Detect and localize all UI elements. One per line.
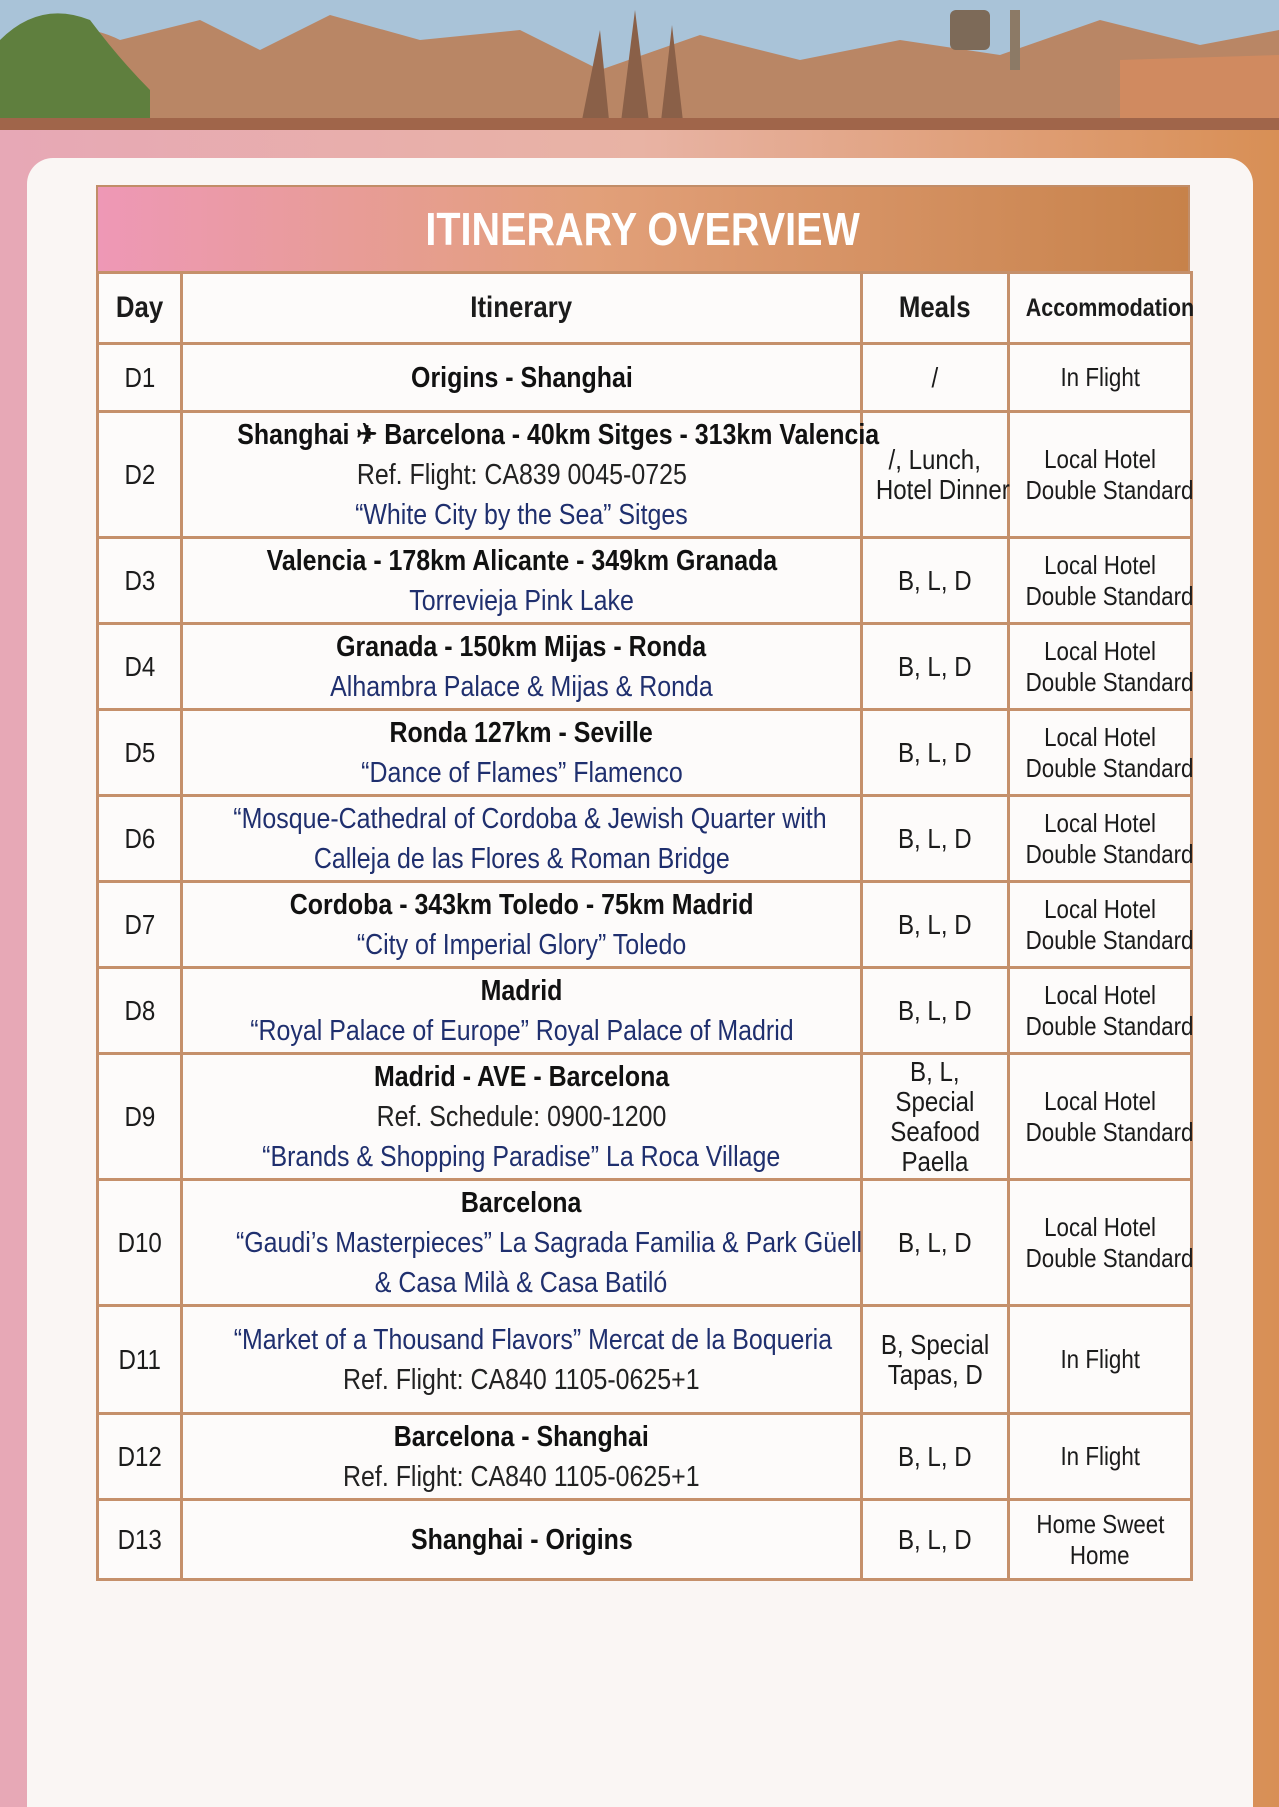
- accommodation-cell: [1009, 710, 1192, 796]
- day-cell: D11: [98, 1306, 182, 1414]
- accommodation-line: In Flight: [1060, 1441, 1140, 1471]
- itinerary-line: Valencia - 178km Alicante - 349km Granada: [266, 544, 777, 577]
- itinerary-line: “Royal Palace of Europe” Royal Palace of Madrid: [249, 1014, 794, 1047]
- itinerary-line: Madrid - AVE - Barcelona: [373, 1060, 670, 1093]
- accommodation-line: Double Standard: [1025, 838, 1194, 869]
- itinerary-line: Shanghai ✈ Barcelona - 40km Sitges - 313km Valencia: [237, 418, 880, 451]
- meals-cell: [862, 968, 1009, 1054]
- table-row: [98, 412, 1192, 538]
- itinerary-line: & Casa Milà & Casa Batiló: [375, 1266, 668, 1299]
- accommodation-cell: [1009, 1414, 1192, 1500]
- meals-line: Paella: [901, 1145, 969, 1177]
- header-banner-image: [0, 0, 1279, 130]
- itinerary-table-container: [96, 185, 1195, 1581]
- accommodation-line: Local Hotel: [1044, 1085, 1156, 1116]
- itinerary-line: “Dance of Flames” Flamenco: [360, 756, 683, 789]
- itinerary-line: “Mosque-Cathedral of Cordoba & Jewish Quarter with: [233, 802, 827, 835]
- day-cell: D1: [98, 344, 182, 412]
- meals-line: B, L, D: [898, 1226, 972, 1258]
- day-cell: D8: [98, 968, 182, 1054]
- accommodation-cell: [1009, 1500, 1192, 1580]
- accommodation-cell: [1009, 882, 1192, 968]
- meals-line: B, L, D: [898, 1523, 972, 1555]
- itinerary-line: “Gaudi’s Masterpieces” La Sagrada Familia & Park Güell: [235, 1226, 863, 1259]
- itinerary-line: “Brands & Shopping Paradise” La Roca Village: [262, 1140, 781, 1173]
- accommodation-cell: [1009, 624, 1192, 710]
- itinerary-cell: [182, 1054, 862, 1180]
- meals-line: B, L, D: [898, 736, 972, 768]
- accommodation-line: Local Hotel: [1044, 979, 1156, 1010]
- accommodation-line: Double Standard: [1025, 924, 1194, 955]
- accommodation-line: Double Standard: [1025, 1116, 1194, 1147]
- meals-cell: [862, 882, 1009, 968]
- meals-cell: [862, 1414, 1009, 1500]
- accommodation-line: In Flight: [1060, 362, 1140, 392]
- itinerary-rows: [98, 344, 1192, 1580]
- accommodation-line: Local Hotel: [1044, 1211, 1156, 1242]
- day-cell: D10: [98, 1180, 182, 1306]
- accommodation-cell: [1009, 796, 1192, 882]
- accommodation-line: Home Sweet: [1035, 1508, 1165, 1539]
- table-row: [98, 1180, 1192, 1306]
- accommodation-line: Local Hotel: [1044, 807, 1156, 838]
- accommodation-line: Local Hotel: [1044, 721, 1156, 752]
- meals-line: B, L, D: [898, 650, 972, 682]
- accommodation-cell: [1009, 344, 1192, 412]
- accommodation-line: Home: [1070, 1539, 1130, 1570]
- meals-line: B, L, D: [898, 564, 972, 596]
- header-itinerary: Itinerary: [182, 273, 862, 344]
- table-row: [98, 344, 1192, 412]
- table-row: [98, 796, 1192, 882]
- header-row: [98, 273, 1192, 344]
- accommodation-cell: [1009, 412, 1192, 538]
- itinerary-line: Ref. Flight: CA840 1105-0625+1: [343, 1363, 700, 1396]
- meals-line: B, L, D: [898, 1440, 972, 1472]
- itinerary-line: Torrevieja Pink Lake: [409, 584, 634, 617]
- meals-line: Special: [895, 1085, 975, 1117]
- table-row: [98, 882, 1192, 968]
- day-cell: D12: [98, 1414, 182, 1500]
- itinerary-table: [96, 271, 1193, 1581]
- itinerary-cell: [182, 882, 862, 968]
- meals-cell: [862, 710, 1009, 796]
- accommodation-line: Double Standard: [1025, 580, 1194, 611]
- itinerary-cell: [182, 710, 862, 796]
- itinerary-cell: [182, 1414, 862, 1500]
- meals-cell: [862, 624, 1009, 710]
- itinerary-cell: [182, 344, 862, 412]
- table-row: [98, 710, 1192, 796]
- meals-cell: [862, 344, 1009, 412]
- itinerary-cell: [182, 1306, 862, 1414]
- itinerary-cell: [182, 1500, 862, 1580]
- meals-line: Hotel Dinner: [875, 473, 1010, 505]
- itinerary-line: Granada - 150km Mijas - Ronda: [336, 630, 707, 663]
- table-row: [98, 1414, 1192, 1500]
- itinerary-cell: [182, 624, 862, 710]
- itinerary-line: Madrid: [480, 974, 563, 1007]
- accommodation-line: Local Hotel: [1044, 635, 1156, 666]
- accommodation-cell: [1009, 1054, 1192, 1180]
- header-accommodation: Accommodation: [1009, 273, 1192, 344]
- accommodation-line: Double Standard: [1025, 1242, 1194, 1273]
- day-cell: D3: [98, 538, 182, 624]
- accommodation-cell: [1009, 1180, 1192, 1306]
- itinerary-line: Origins - Shanghai: [410, 361, 633, 394]
- day-cell: D2: [98, 412, 182, 538]
- accommodation-line: Local Hotel: [1044, 549, 1156, 580]
- table-row: [98, 1306, 1192, 1414]
- meals-line: B, L, D: [898, 908, 972, 940]
- meals-cell: [862, 538, 1009, 624]
- itinerary-line: Cordoba - 343km Toledo - 75km Madrid: [289, 888, 754, 921]
- meals-line: Tapas, D: [887, 1358, 983, 1390]
- day-cell: D5: [98, 710, 182, 796]
- accommodation-line: Double Standard: [1025, 1010, 1194, 1041]
- itinerary-cell: [182, 968, 862, 1054]
- meals-cell: [862, 796, 1009, 882]
- itinerary-line: “City of Imperial Glory” Toledo: [356, 928, 687, 961]
- meals-line: B, L, D: [898, 822, 972, 854]
- header-day: Day: [98, 273, 182, 344]
- meals-cell: [862, 1500, 1009, 1580]
- day-cell: D7: [98, 882, 182, 968]
- accommodation-cell: [1009, 1306, 1192, 1414]
- table-row: [98, 538, 1192, 624]
- itinerary-line: Ref. Flight: CA840 1105-0625+1: [343, 1460, 700, 1493]
- day-cell: D9: [98, 1054, 182, 1180]
- itinerary-line: Ronda 127km - Seville: [389, 716, 654, 749]
- itinerary-line: Shanghai - Origins: [410, 1523, 633, 1556]
- accommodation-line: Double Standard: [1025, 474, 1194, 505]
- meals-cell: [862, 1180, 1009, 1306]
- itinerary-cell: [182, 412, 880, 538]
- table-title: ITINERARY OVERVIEW: [425, 203, 861, 255]
- itinerary-line: “Market of a Thousand Flavors” Mercat de la Boqueria: [233, 1323, 833, 1356]
- itinerary-line: Ref. Schedule: 0900-1200: [376, 1100, 667, 1133]
- table-row: [98, 1500, 1192, 1580]
- meals-line: B, L, D: [898, 994, 972, 1026]
- meals-line: /, Lunch,: [888, 443, 982, 475]
- accommodation-line: Local Hotel: [1044, 443, 1156, 474]
- meals-cell: [862, 412, 1009, 538]
- itinerary-line: Alhambra Palace & Mijas & Ronda: [330, 670, 713, 703]
- accommodation-cell: [1009, 538, 1192, 624]
- accommodation-line: In Flight: [1060, 1344, 1140, 1374]
- itinerary-line: “White City by the Sea” Sitges: [355, 498, 688, 531]
- meals-line: Seafood: [890, 1115, 980, 1147]
- meals-line: B, L,: [910, 1055, 960, 1087]
- meals-line: B, Special: [880, 1328, 990, 1360]
- meals-cell: [862, 1306, 1009, 1414]
- itinerary-line: Barcelona: [461, 1186, 582, 1219]
- meals-cell: [862, 1054, 1009, 1180]
- itinerary-cell: [182, 538, 862, 624]
- accommodation-line: Double Standard: [1025, 666, 1194, 697]
- accommodation-line: Double Standard: [1025, 752, 1194, 783]
- itinerary-line: Calleja de las Flores & Roman Bridge: [313, 842, 730, 875]
- accommodation-cell: [1009, 968, 1192, 1054]
- accommodation-line: Local Hotel: [1044, 893, 1156, 924]
- itinerary-line: Ref. Flight: CA839 0045-0725: [356, 458, 687, 491]
- meals-line: /: [931, 361, 939, 393]
- day-cell: D6: [98, 796, 182, 882]
- itinerary-cell: [182, 796, 862, 882]
- itinerary-line: Barcelona - Shanghai: [393, 1420, 649, 1453]
- day-cell: D4: [98, 624, 182, 710]
- table-row: [98, 1054, 1192, 1180]
- table-title-bar: [96, 185, 1190, 271]
- table-row: [98, 624, 1192, 710]
- day-cell: D13: [98, 1500, 182, 1580]
- header-meals: Meals: [862, 273, 1009, 344]
- itinerary-cell: [182, 1180, 862, 1306]
- table-row: [98, 968, 1192, 1054]
